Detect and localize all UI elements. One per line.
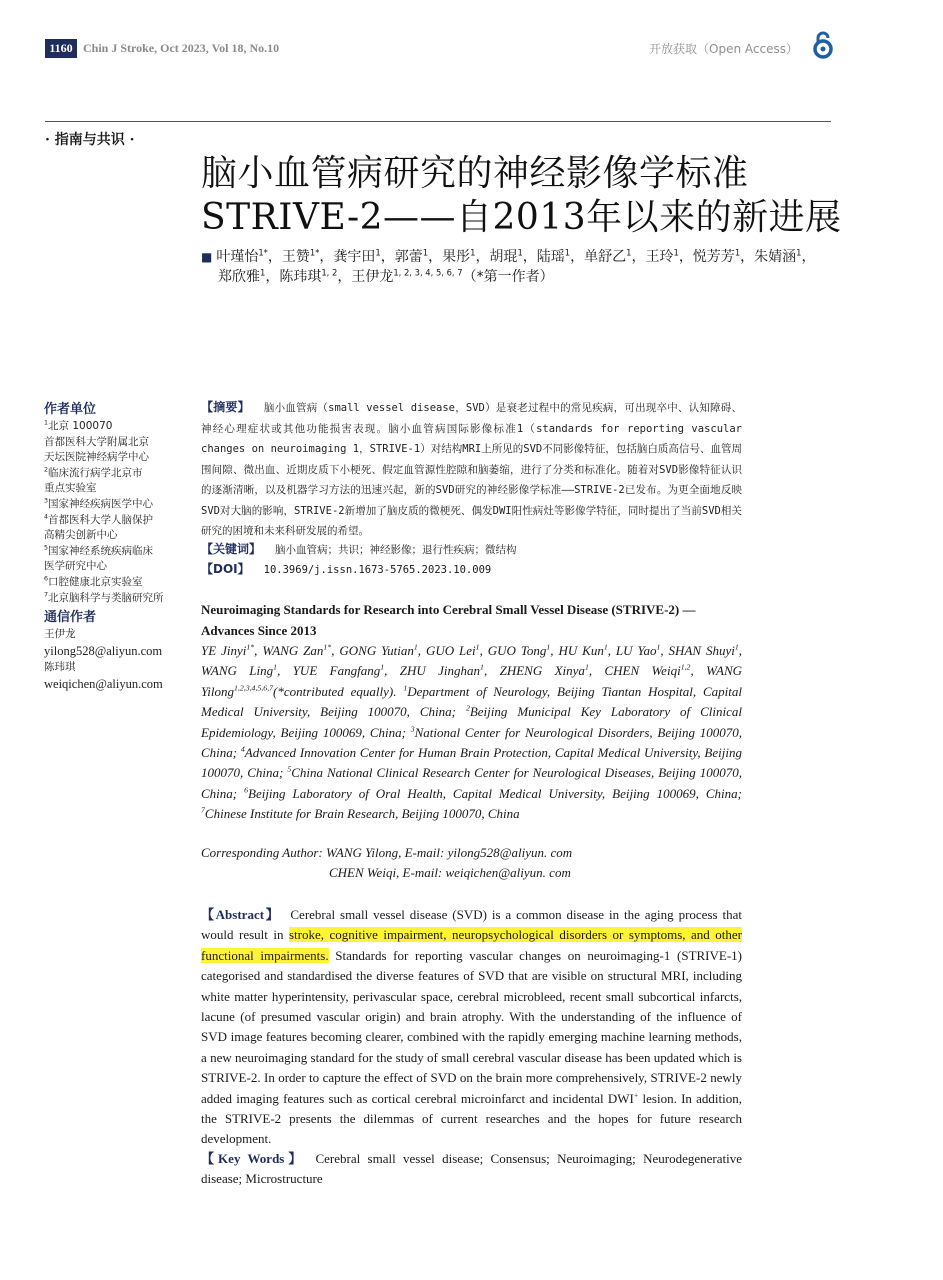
affiliation-heading: 作者单位 <box>44 402 97 417</box>
authors-line-2: 郑欣雅$^1$，陈玮琪$^{1, 2}$，王伊龙$^{1, 2, 3, 4, 5, 6, 7}$（*第一作者） <box>218 267 554 285</box>
cn-keywords-label: 【关键词】 <box>201 542 262 556</box>
english-authors-affiliations: YE Jinyi$^{1*}$, WANG Zan$^{1*}$, GONG Yutian$^1$, GUO Lei$^1$, GUO Tong$^1$, HU Kun$^1$, LU Yao$^1$, SHAN Shuyi$^1$, WANG Ling$^1$, YUE Fangfang$^1$, ZHU Jinghan$^1$, ZHENG Xinya$^1$, CHEN Weiqi$^{1,2}$, WANG Yilong$^{1,2,3,4,5,6,7}$(*contributed equally). $^1$Department of Neurology, Beijing Tiantan Hospital, Capital Medical University, Beijing 100070, China; $^2$Beijing Municipal Key Laboratory of Clinical Epidemiology, Beijing 100069, China; $^3$National Center for Neurological Disorders, Beijing 100070, China; $^4$Advanced Innovation Center for Human Brain Protection, Capital Medical University, Beijing 100070, China; $^5$China National Clinical Research Center for Neurological Diseases, Beijing 100070, China; $^6$Beijing Laboratory of Oral Health, Capital Medical University, Beijing 100069, China; $^7$Chinese Institute for Brain Research, Beijing 100070, China <box>201 642 743 822</box>
section-label: · 指南与共识 · <box>45 132 135 148</box>
affiliation-line: $^4$首都医科大学人脑保护 <box>44 513 154 526</box>
open-access-icon <box>812 30 834 60</box>
doi <box>201 560 491 580</box>
chinese-keywords <box>201 540 517 560</box>
affiliation-line: 高精尖创新中心 <box>44 529 118 542</box>
cn-abstract-text: 脑小血管病（small vessel disease，SVD）是衰老过程中的常见疾病，可出现卒中、认知障碍、神经心理症状或其他功能损害表现。脑小血管病国际影像标准1（standards for reporting vascular changes on neuroimaging 1，STRIVE-1）对结构MRI上所见的SVD不同影像特征，包括脑白质高信号、血管周围间隙、微出血、近期皮质下小梗死、假定血管源性腔隙和脑萎缩，进行了分类和标准化。随着对SVD影像特征认识的逐渐清晰，以及机器学习方法的迅速兴起，新的SVD研究的神经影像学标准——STRIVE-2已发布。为更全面地反映SVD对大脑的影响，STRIVE-2新增加了脑皮质的微梗死、偶发DWI阳性病灶等影像学特征，同时提出了当前SVD相关研究的困境和未来科研发展的希望。 <box>201 402 742 537</box>
article-title <box>201 152 842 240</box>
affiliation-line: 医学研究中心 <box>44 560 107 573</box>
affiliation-line: 天坛医院神经病学中心 <box>44 451 149 464</box>
en-abstract-text-start: Cerebral small vessel disease (SVD) is a common disease in the aging process that would result in <box>201 907 742 943</box>
square-bullet-icon: ■ <box>201 250 213 264</box>
corresponding-heading: 通信作者 <box>44 610 97 626</box>
en-keywords-text: Cerebral small vessel disease; Consensus; Neuroimaging; Neurodegenerative disease; Microstructure <box>201 1151 742 1187</box>
highlighted-text[interactable]: stroke, cognitive impairment, neuropsychological disorders or symptoms, and other functional impairments. <box>201 927 742 963</box>
author-list <box>201 247 826 287</box>
open-access-label: 开放获取（Open Access） <box>649 42 798 56</box>
corresponding-author-1: Corresponding Author: WANG Yilong, E-mail: yilong528@aliyun. com <box>201 845 573 860</box>
corresponding-email[interactable]: weiqichen@aliyun.com <box>44 676 163 691</box>
affiliation-line: $^5$国家神经系统疾病临床 <box>44 544 154 557</box>
page-number: 1160 <box>45 39 77 58</box>
doi-label: 【DOI】 <box>201 562 250 576</box>
title-line-1: 脑小血管病研究的神经影像学标准 <box>201 153 749 194</box>
affiliation-line: $^6$口腔健康北京实验室 <box>44 575 143 588</box>
chinese-abstract <box>201 398 742 542</box>
affiliation-line: $^3$国家神经疾病医学中心 <box>44 497 154 510</box>
corresponding-author-2: CHEN Weiqi, E-mail: weiqichen@aliyun. com <box>329 865 571 880</box>
english-keywords <box>201 1149 742 1190</box>
en-abstract-label: 【Abstract】 <box>201 907 281 922</box>
affiliation-line: $^7$北京脑科学与类脑研究所 <box>44 591 164 604</box>
affiliation-line: $^1$北京 100070 <box>44 419 113 432</box>
title-line-2: STRIVE-2——自2013年以来的新进展 <box>201 197 842 238</box>
corresponding-name: 陈玮琪 <box>44 661 76 674</box>
affiliation-line: 重点实验室 <box>44 482 97 495</box>
header-divider <box>45 121 831 122</box>
doi-link[interactable]: 10.3969/j.issn.1673-5765.2023.10.009 <box>263 564 492 576</box>
cn-keywords-text: 脑小血管病；共识；神经影像；退行性疾病；微结构 <box>275 544 517 556</box>
corresponding-name: 王伊龙 <box>44 628 76 641</box>
affiliation-list <box>44 419 176 606</box>
cn-abstract-label: 【摘要】 <box>201 400 250 414</box>
corresponding-list <box>44 627 176 693</box>
corresponding-email[interactable]: yilong528@aliyun.com <box>44 643 163 658</box>
en-keywords-label: 【Key Words】 <box>201 1151 306 1166</box>
journal-citation: Chin J Stroke, Oct 2023, Vol 18, No.10 <box>83 41 280 55</box>
authors-line-1: 叶瑾怡$^{1*}$，王赞$^{1*}$，龚宇田$^1$，郭蕾$^1$，果彤$^1$，胡琨$^1$，陆瑶$^1$，单舒乙$^1$，王玲$^1$，悦芳芳$^1$，朱婧涵$^1$， <box>216 247 816 265</box>
english-title: Neuroimaging Standards for Research into Cerebral Small Vessel Disease (STRIVE-2) — Advances Since 2013 <box>201 602 696 638</box>
en-abstract-text-rest: Standards for reporting vascular changes on neuroimaging-1 (STRIVE-1) categorised and standardised the diverse features of SVD that are visible on structural MRI, including white matter hyperintensity, perivascular space, cerebral microbleed, recent small subcortical infarcts, lacune (of presumed vascular origin) and brain atrophy. With the understanding of the influence of SVD image features becoming clearer, combined with the rapidly emerging machine learning methods, a new neuroimaging standard for the study of small cerebral vascular disease has been updated which is STRIVE-2. In order to capture the effect of SVD on the brain more comprehensively, STRIVE-2 newly added imaging features such as cortical cerebral microinfarct and incidental DWI+ lesion. In addition, the STRIVE-2 presents the dilemmas of current researches and the hopes for future research development. <box>201 947 742 1147</box>
affiliation-line: $^2$临床流行病学北京市 <box>44 466 143 479</box>
affiliation-line: 首都医科大学附属北京 <box>44 435 149 448</box>
english-abstract <box>201 905 742 1150</box>
sidebar <box>44 398 176 693</box>
